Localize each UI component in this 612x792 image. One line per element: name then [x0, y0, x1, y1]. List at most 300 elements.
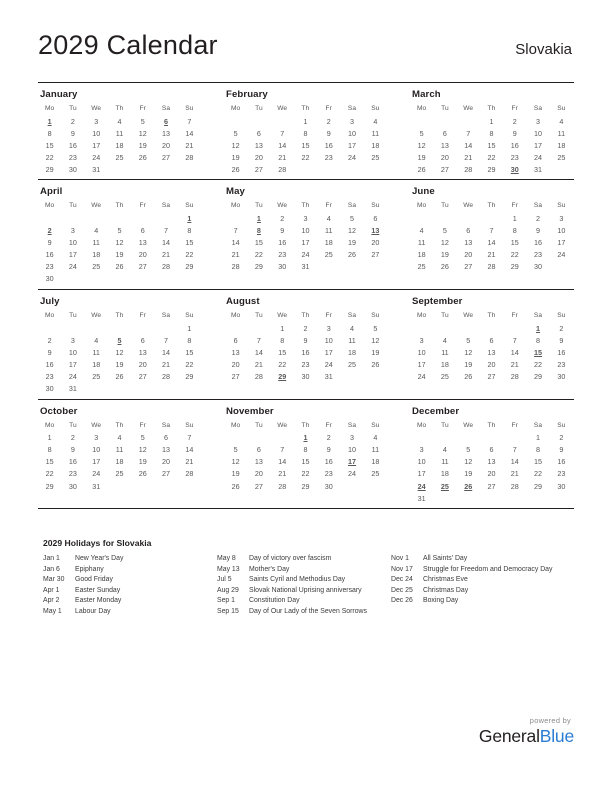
day-cell: 1 — [280, 323, 285, 333]
month-name: October — [40, 405, 78, 417]
quarter-row — [38, 399, 574, 510]
weekday-label: Tu — [69, 202, 77, 210]
month-table — [38, 201, 201, 285]
day-cell: 26 — [464, 371, 473, 381]
empty-day-cell — [61, 273, 84, 285]
day-cell: 4 — [117, 433, 122, 443]
week-row — [224, 249, 387, 261]
month-block — [38, 88, 201, 179]
weekday-header-row — [38, 104, 201, 115]
day-cell: 24 — [92, 152, 101, 162]
day-cell: 31 — [324, 371, 333, 381]
empty-day-cell — [224, 115, 247, 127]
empty-day-cell — [178, 480, 201, 492]
month-name: April — [40, 186, 63, 198]
week-row — [224, 468, 387, 480]
holiday-name: Labour Day — [75, 607, 111, 615]
weekday-label: Fr — [139, 312, 146, 320]
day-cell: 30 — [534, 262, 543, 272]
day-cell: 10 — [92, 445, 101, 455]
month-name: July — [40, 296, 60, 308]
week-row — [38, 432, 201, 444]
day-cell: 24 — [68, 262, 77, 272]
month-block — [410, 88, 573, 179]
day-cell: 26 — [138, 152, 147, 162]
holiday-date: Jan 1 — [43, 555, 60, 562]
day-cell: 21 — [278, 152, 287, 162]
weekday-label: Mo — [230, 312, 241, 320]
holiday-list-item — [217, 596, 387, 607]
day-cell: 5 — [233, 445, 238, 455]
weekday-label: Su — [557, 105, 566, 112]
day-cell: 27 — [254, 481, 263, 491]
week-row — [38, 127, 201, 139]
weekday-label: Tu — [441, 421, 449, 429]
week-row — [224, 322, 387, 334]
day-cell: 18 — [92, 250, 101, 260]
day-cell: 22 — [534, 359, 543, 369]
day-cell: 15 — [487, 140, 496, 150]
month-name: March — [412, 89, 441, 100]
holiday-day-cell: 6 — [164, 116, 169, 126]
day-cell: 19 — [348, 238, 357, 248]
day-cell: 21 — [510, 359, 519, 369]
holiday-date: Sep 1 — [217, 597, 236, 605]
day-cell: 18 — [440, 359, 449, 369]
day-cell: 20 — [371, 238, 380, 248]
empty-day-cell — [503, 432, 526, 444]
day-cell: 24 — [68, 371, 77, 381]
month-name: December — [412, 405, 460, 417]
holiday-day-cell: 25 — [440, 481, 449, 491]
weekday-label: Sa — [161, 202, 171, 210]
empty-day-cell — [85, 383, 108, 395]
holiday-list-item — [391, 554, 561, 565]
day-cell: 18 — [92, 359, 101, 369]
brand-name-first: General — [478, 726, 540, 746]
day-cell: 19 — [115, 250, 124, 260]
week-row — [38, 370, 201, 382]
day-cell: 2 — [70, 433, 75, 443]
empty-day-cell — [550, 492, 573, 504]
weekday-label: Sa — [533, 312, 543, 320]
day-cell: 10 — [68, 347, 77, 357]
day-cell: 2 — [512, 116, 517, 126]
weekday-label: Mo — [416, 312, 427, 320]
day-cell: 7 — [280, 445, 285, 455]
day-cell: 16 — [557, 347, 566, 357]
weekday-label: Mo — [416, 202, 427, 210]
day-cell: 3 — [94, 433, 99, 443]
weekday-label: We — [463, 105, 474, 112]
day-cell: 30 — [278, 262, 287, 272]
week-row — [410, 261, 573, 273]
day-cell: 18 — [440, 469, 449, 479]
empty-day-cell — [364, 261, 387, 273]
day-cell: 25 — [115, 469, 124, 479]
day-cell: 9 — [559, 335, 564, 345]
week-row — [38, 273, 201, 285]
empty-day-cell — [457, 432, 480, 444]
day-cell: 12 — [371, 335, 380, 345]
weekday-label: Mo — [416, 421, 427, 429]
day-cell: 20 — [440, 152, 449, 162]
empty-day-cell — [433, 212, 456, 224]
weekday-header-row — [38, 421, 201, 432]
week-row — [224, 115, 387, 127]
holiday-day-cell: 15 — [534, 347, 543, 357]
week-row — [224, 163, 387, 175]
day-cell: 18 — [417, 250, 426, 260]
empty-day-cell — [38, 322, 61, 334]
week-row — [410, 370, 573, 382]
week-row — [224, 139, 387, 151]
day-cell: 5 — [233, 128, 238, 138]
empty-day-cell — [433, 115, 456, 127]
weekday-label: Mo — [44, 105, 55, 112]
weekday-label: Su — [371, 421, 380, 429]
day-cell: 20 — [138, 250, 147, 260]
day-cell: 5 — [350, 214, 355, 224]
holiday-name: New Year's Day — [75, 555, 124, 562]
week-row — [38, 468, 201, 480]
weekday-label: Mo — [416, 105, 427, 112]
day-cell: 8 — [187, 226, 192, 236]
weekday-label: Sa — [347, 105, 357, 112]
day-cell: 11 — [371, 128, 380, 138]
day-cell: 25 — [440, 371, 449, 381]
day-cell: 15 — [278, 347, 287, 357]
empty-day-cell — [340, 261, 363, 273]
day-cell: 20 — [254, 469, 263, 479]
day-cell: 19 — [464, 359, 473, 369]
day-cell: 21 — [185, 457, 194, 467]
empty-day-cell — [410, 432, 433, 444]
day-cell: 12 — [417, 140, 426, 150]
holiday-list-item — [391, 565, 561, 576]
weekday-label: Fr — [139, 421, 146, 429]
weekday-label: Tu — [255, 421, 263, 429]
day-cell: 5 — [117, 226, 122, 236]
month-block — [410, 185, 573, 289]
day-cell: 8 — [280, 335, 285, 345]
day-cell: 9 — [70, 445, 75, 455]
day-cell: 24 — [557, 250, 566, 260]
holiday-day-cell: 30 — [510, 164, 519, 174]
weekday-label: Fr — [511, 105, 518, 112]
holiday-day-cell: 24 — [417, 481, 426, 491]
holiday-date: Nov 17 — [391, 565, 413, 573]
month-block — [410, 295, 573, 399]
month-name: August — [226, 296, 260, 308]
holiday-name: Epiphany — [75, 565, 104, 573]
day-cell: 28 — [464, 164, 473, 174]
day-cell: 30 — [45, 274, 54, 284]
day-cell: 7 — [280, 128, 285, 138]
holiday-column — [43, 554, 217, 618]
day-cell: 31 — [92, 164, 101, 174]
day-cell: 29 — [301, 481, 310, 491]
day-cell: 21 — [487, 250, 496, 260]
holiday-date: Dec 26 — [391, 597, 413, 605]
week-row — [410, 480, 573, 492]
day-cell: 19 — [440, 250, 449, 260]
empty-day-cell — [457, 492, 480, 504]
holiday-day-cell: 1 — [187, 214, 192, 224]
weekday-label: We — [277, 105, 288, 112]
month-table — [224, 201, 387, 272]
weekday-label: Tu — [255, 312, 263, 320]
day-cell: 10 — [348, 445, 357, 455]
weekday-header-row — [224, 104, 387, 115]
day-cell: 5 — [442, 226, 447, 236]
day-cell: 23 — [45, 371, 54, 381]
holidays-columns — [43, 554, 574, 618]
day-cell: 17 — [301, 238, 310, 248]
day-cell: 25 — [92, 262, 101, 272]
empty-day-cell — [364, 370, 387, 382]
week-row — [410, 358, 573, 370]
empty-day-cell — [503, 492, 526, 504]
day-cell: 11 — [371, 445, 380, 455]
week-row — [38, 480, 201, 492]
day-cell: 24 — [324, 359, 333, 369]
day-cell: 11 — [115, 445, 124, 455]
day-cell: 19 — [231, 469, 240, 479]
quarter-row — [38, 179, 574, 289]
day-cell: 30 — [557, 481, 566, 491]
holiday-list-item — [217, 554, 387, 565]
holiday-list-item — [217, 575, 387, 586]
day-cell: 20 — [162, 140, 171, 150]
week-row — [410, 139, 573, 151]
holiday-date: Jul 5 — [217, 576, 232, 584]
day-cell: 26 — [371, 359, 380, 369]
day-cell: 2 — [536, 214, 541, 224]
day-cell: 10 — [92, 128, 101, 138]
weekday-label: Fr — [511, 421, 518, 429]
day-cell: 21 — [464, 152, 473, 162]
day-cell: 29 — [45, 164, 54, 174]
day-cell: 14 — [162, 347, 171, 357]
weekday-label: Su — [371, 312, 380, 320]
day-cell: 12 — [231, 457, 240, 467]
day-cell: 27 — [162, 469, 171, 479]
day-cell: 22 — [301, 152, 310, 162]
day-cell: 29 — [45, 481, 54, 491]
day-cell: 9 — [280, 226, 285, 236]
day-cell: 7 — [187, 116, 192, 126]
empty-day-cell — [271, 115, 294, 127]
empty-day-cell — [108, 383, 131, 395]
day-cell: 18 — [115, 140, 124, 150]
week-row — [410, 225, 573, 237]
week-row — [410, 334, 573, 346]
empty-day-cell — [154, 322, 177, 334]
holiday-day-cell: 8 — [256, 226, 261, 236]
day-cell: 18 — [371, 140, 380, 150]
empty-day-cell — [480, 212, 503, 224]
weekday-label: Fr — [325, 105, 332, 112]
day-cell: 2 — [47, 335, 52, 345]
weekday-label: Tu — [255, 202, 263, 210]
weekday-label: We — [463, 421, 474, 429]
weekday-label: Su — [557, 202, 566, 210]
month-table — [224, 311, 387, 382]
empty-day-cell — [526, 492, 549, 504]
day-cell: 4 — [94, 335, 99, 345]
day-cell: 27 — [464, 262, 473, 272]
weekday-label: Th — [301, 312, 310, 320]
day-cell: 10 — [557, 226, 566, 236]
holiday-date: Apr 2 — [43, 597, 60, 605]
day-cell: 10 — [348, 128, 357, 138]
empty-day-cell — [410, 115, 433, 127]
day-cell: 12 — [138, 445, 147, 455]
holiday-list-item — [391, 596, 561, 607]
day-cell: 5 — [140, 116, 145, 126]
day-cell: 3 — [536, 116, 541, 126]
month-name: September — [412, 296, 463, 308]
weekday-label: Th — [115, 105, 124, 112]
day-cell: 7 — [489, 226, 494, 236]
day-cell: 9 — [303, 335, 308, 345]
holiday-name: Boxing Day — [423, 597, 459, 605]
weekday-header-row — [410, 421, 573, 432]
weekday-label: We — [463, 312, 474, 320]
week-row — [38, 346, 201, 358]
weekday-label: Su — [185, 312, 194, 320]
week-row — [410, 322, 573, 334]
day-cell: 11 — [441, 457, 449, 467]
day-cell: 27 — [254, 164, 263, 174]
day-cell: 25 — [348, 359, 357, 369]
day-cell: 11 — [417, 238, 426, 248]
holiday-day-cell: 29 — [278, 371, 287, 381]
day-cell: 8 — [512, 226, 517, 236]
week-row — [410, 468, 573, 480]
day-cell: 6 — [256, 445, 261, 455]
weekday-label: Th — [115, 202, 124, 210]
day-cell: 14 — [510, 347, 519, 357]
day-cell: 8 — [47, 128, 52, 138]
weekday-label: We — [91, 312, 102, 320]
empty-day-cell — [457, 115, 480, 127]
day-cell: 22 — [45, 152, 54, 162]
empty-day-cell — [457, 212, 480, 224]
weekday-label: Su — [185, 202, 194, 210]
week-row — [224, 370, 387, 382]
holiday-column — [391, 554, 565, 618]
weekday-label: Mo — [44, 421, 55, 429]
day-cell: 1 — [489, 116, 494, 126]
month-table — [38, 104, 201, 175]
day-cell: 11 — [557, 128, 566, 138]
day-cell: 28 — [231, 262, 240, 272]
day-cell: 11 — [348, 335, 356, 345]
day-cell: 14 — [185, 128, 194, 138]
day-cell: 10 — [324, 335, 333, 345]
day-cell: 6 — [489, 335, 494, 345]
week-row — [38, 456, 201, 468]
day-cell: 19 — [417, 152, 426, 162]
month-name: June — [412, 186, 435, 198]
day-cell: 15 — [534, 457, 543, 467]
holiday-date: Nov 1 — [391, 555, 410, 562]
day-cell: 29 — [254, 262, 263, 272]
weekday-label: We — [277, 312, 288, 320]
day-cell: 3 — [419, 445, 424, 455]
empty-day-cell — [178, 273, 201, 285]
day-cell: 23 — [68, 469, 77, 479]
day-cell: 3 — [70, 335, 75, 345]
empty-day-cell — [247, 322, 270, 334]
empty-day-cell — [131, 480, 154, 492]
page-header — [38, 30, 574, 72]
month-table — [224, 104, 387, 175]
empty-day-cell — [410, 212, 433, 224]
holiday-list-item — [391, 586, 561, 597]
weekday-label: Tu — [441, 312, 449, 320]
day-cell: 4 — [442, 335, 447, 345]
month-block — [410, 405, 573, 509]
day-cell: 21 — [162, 250, 171, 260]
day-cell: 6 — [256, 128, 261, 138]
week-row — [224, 432, 387, 444]
empty-day-cell — [317, 163, 340, 175]
week-row — [410, 492, 573, 504]
day-cell: 13 — [254, 457, 263, 467]
week-row — [224, 237, 387, 249]
empty-day-cell — [85, 322, 108, 334]
holiday-day-cell: 13 — [371, 226, 380, 236]
month-table — [38, 421, 201, 492]
day-cell: 13 — [464, 238, 473, 248]
weekday-label: Tu — [69, 312, 77, 320]
empty-day-cell — [154, 163, 177, 175]
day-cell: 23 — [301, 359, 310, 369]
weekday-label: Tu — [441, 105, 449, 112]
day-cell: 26 — [231, 481, 240, 491]
day-cell: 13 — [231, 347, 240, 357]
week-row — [38, 383, 201, 395]
holiday-list-item — [217, 607, 387, 618]
weekday-label: Tu — [441, 202, 449, 210]
country-label: Slovakia — [515, 41, 572, 58]
empty-day-cell — [178, 383, 201, 395]
day-cell: 20 — [254, 152, 263, 162]
week-row — [224, 225, 387, 237]
day-cell: 13 — [440, 140, 449, 150]
week-row — [410, 237, 573, 249]
week-row — [410, 163, 573, 175]
week-row — [38, 261, 201, 273]
day-cell: 13 — [138, 347, 147, 357]
weekday-label: We — [463, 202, 474, 210]
day-cell: 21 — [185, 140, 194, 150]
day-cell: 19 — [464, 469, 473, 479]
week-row — [38, 322, 201, 334]
page-title: 2029 Calendar — [38, 30, 218, 60]
month-table — [224, 421, 387, 492]
day-cell: 9 — [326, 128, 331, 138]
holiday-date: Mar 30 — [43, 576, 65, 584]
day-cell: 3 — [559, 214, 564, 224]
holiday-list-item — [43, 575, 213, 586]
empty-day-cell — [247, 432, 270, 444]
day-cell: 9 — [536, 226, 541, 236]
day-cell: 11 — [92, 238, 100, 248]
